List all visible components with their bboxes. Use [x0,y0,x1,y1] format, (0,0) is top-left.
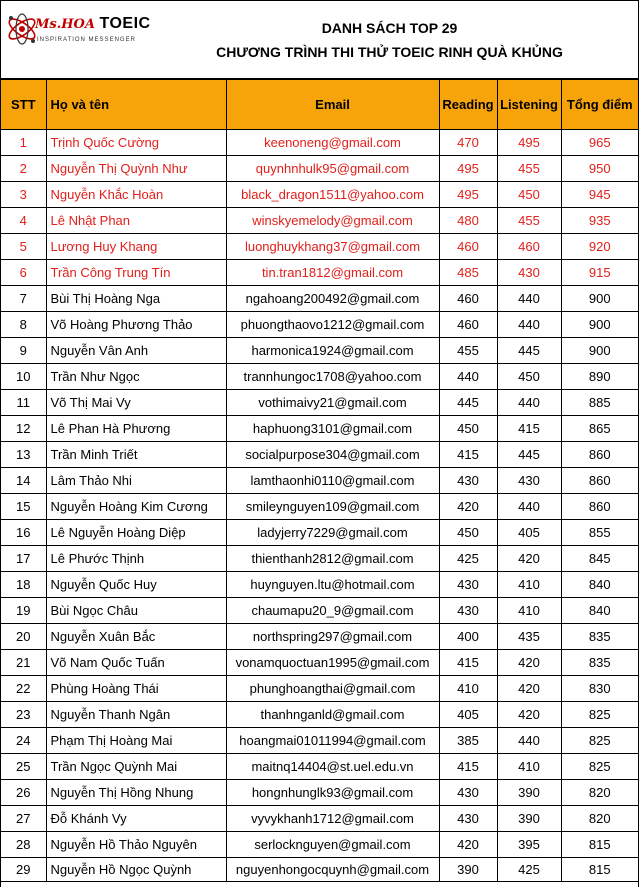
cell-email: winskyemelody@gmail.com [226,208,439,234]
cell-reading: 425 [439,546,497,572]
cell-total: 840 [561,572,638,598]
table-row [1,650,638,676]
cell-email: black_dragon1511@yahoo.com [226,182,439,208]
table-row [1,598,638,624]
cell-total: 920 [561,234,638,260]
column-header-reading: Reading [439,80,497,130]
cell-total: 950 [561,156,638,182]
logo-brand-name: Ms.HOA [35,17,95,32]
cell-name: Bùi Ngọc Châu [46,598,226,624]
table-row [1,624,638,650]
cell-name: Nguyễn Hồ Ngọc Quỳnh [46,858,226,882]
cell-listening: 455 [497,208,561,234]
cell-listening: 445 [497,338,561,364]
cell-reading: 410 [439,676,497,702]
cell-reading: 460 [439,286,497,312]
cell-listening: 420 [497,676,561,702]
cell-stt: 19 [1,598,46,624]
cell-stt: 11 [1,390,46,416]
cell-email: phuongthaovo1212@gmail.com [226,312,439,338]
page-subtitle: CHƯƠNG TRÌNH THI THỬ TOEIC RINH QUÀ KHỦNG [216,44,563,60]
table-row [1,338,638,364]
page-title: DANH SÁCH TOP 29 [321,20,458,36]
table-row [1,442,638,468]
cell-listening: 450 [497,364,561,390]
cell-stt: 20 [1,624,46,650]
cell-listening: 435 [497,624,561,650]
cell-reading: 450 [439,520,497,546]
cell-stt: 9 [1,338,46,364]
cell-name: Nguyễn Hồ Thảo Nguyên [46,832,226,858]
cell-email: socialpurpose304@gmail.com [226,442,439,468]
cell-stt: 8 [1,312,46,338]
cell-listening: 405 [497,520,561,546]
cell-stt: 12 [1,416,46,442]
cell-reading: 480 [439,208,497,234]
cell-listening: 430 [497,468,561,494]
cell-reading: 430 [439,598,497,624]
cell-listening: 395 [497,832,561,858]
cell-listening: 415 [497,416,561,442]
cell-email: keenoneng@gmail.com [226,130,439,156]
cell-name: Bùi Thị Hoàng Nga [46,286,226,312]
cell-email: nguyenhongocquynh@gmail.com [226,858,439,882]
table-row [1,520,638,546]
cell-reading: 415 [439,754,497,780]
cell-listening: 440 [497,286,561,312]
cell-name: Nguyễn Khắc Hoàn [46,182,226,208]
cell-listening: 440 [497,390,561,416]
cell-listening: 455 [497,156,561,182]
cell-total: 835 [561,650,638,676]
cell-email: chaumapu20_9@gmail.com [226,598,439,624]
cell-name: Nguyễn Vân Anh [46,338,226,364]
cell-email: thienthanh2812@gmail.com [226,546,439,572]
table-row [1,156,638,182]
cell-reading: 440 [439,364,497,390]
cell-name: Võ Nam Quốc Tuấn [46,650,226,676]
cell-listening: 420 [497,546,561,572]
cell-email: lamthaonhi0110@gmail.com [226,468,439,494]
cell-email: luonghuykhang37@gmail.com [226,234,439,260]
table-row [1,364,638,390]
table-row [1,130,638,156]
cell-total: 900 [561,286,638,312]
cell-reading: 450 [439,416,497,442]
cell-email: hoangmai01011994@gmail.com [226,728,439,754]
cell-name: Trần Như Ngọc [46,364,226,390]
cell-name: Võ Thị Mai Vy [46,390,226,416]
table-row [1,286,638,312]
table-row [1,832,638,858]
cell-listening: 440 [497,728,561,754]
cell-stt: 21 [1,650,46,676]
cell-stt: 5 [1,234,46,260]
cell-total: 820 [561,806,638,832]
table-row [1,468,638,494]
cell-name: Đỗ Khánh Vy [46,806,226,832]
cell-stt: 2 [1,156,46,182]
table-row [1,234,638,260]
table-row [1,754,638,780]
cell-reading: 455 [439,338,497,364]
cell-name: Phạm Thị Hoàng Mai [46,728,226,754]
table-body [1,130,638,882]
cell-email: vyvykhanh1712@gmail.com [226,806,439,832]
column-header-name: Họ và tên [46,80,226,130]
cell-reading: 415 [439,442,497,468]
cell-reading: 430 [439,468,497,494]
cell-reading: 405 [439,702,497,728]
cell-total: 845 [561,546,638,572]
cell-reading: 430 [439,780,497,806]
cell-reading: 445 [439,390,497,416]
cell-name: Nguyễn Thanh Ngân [46,702,226,728]
table-row [1,858,638,882]
atom-logo-icon [5,9,39,49]
cell-name: Lê Phan Hà Phương [46,416,226,442]
cell-total: 945 [561,182,638,208]
cell-total: 900 [561,312,638,338]
cell-listening: 495 [497,130,561,156]
cell-email: smileynguyen109@gmail.com [226,494,439,520]
cell-total: 965 [561,130,638,156]
cell-email: haphuong3101@gmail.com [226,416,439,442]
cell-name: Võ Hoàng Phương Thảo [46,312,226,338]
cell-total: 840 [561,598,638,624]
cell-email: northspring297@gmail.com [226,624,439,650]
cell-total: 825 [561,728,638,754]
cell-name: Nguyễn Thị Hồng Nhung [46,780,226,806]
cell-total: 885 [561,390,638,416]
cell-stt: 6 [1,260,46,286]
cell-total: 860 [561,468,638,494]
cell-stt: 1 [1,130,46,156]
table-row [1,312,638,338]
logo-tagline: INSPIRATION MESSENGER [37,37,136,43]
cell-name: Trịnh Quốc Cường [46,130,226,156]
cell-reading: 485 [439,260,497,286]
cell-reading: 415 [439,650,497,676]
cell-stt: 28 [1,832,46,858]
cell-listening: 440 [497,312,561,338]
cell-listening: 410 [497,754,561,780]
cell-email: quynhnhulk95@gmail.com [226,156,439,182]
cell-total: 935 [561,208,638,234]
cell-listening: 425 [497,858,561,882]
sheet-header [1,1,638,79]
cell-total: 890 [561,364,638,390]
table-row [1,676,638,702]
cell-reading: 430 [439,806,497,832]
cell-listening: 410 [497,598,561,624]
column-header-listening: Listening [497,80,561,130]
cell-name: Trần Công Trung Tín [46,260,226,286]
cell-name: Phùng Hoàng Thái [46,676,226,702]
cell-total: 830 [561,676,638,702]
cell-email: ladyjerry7229@gmail.com [226,520,439,546]
table-row [1,572,638,598]
table-row [1,182,638,208]
cell-email: huynguyen.ltu@hotmail.com [226,572,439,598]
table-row [1,702,638,728]
cell-total: 860 [561,442,638,468]
table-row [1,728,638,754]
cell-name: Trần Minh Triết [46,442,226,468]
table-row [1,390,638,416]
column-header-email: Email [226,80,439,130]
cell-name: Lâm Thảo Nhi [46,468,226,494]
column-header-total: Tổng điểm [561,80,638,130]
cell-reading: 430 [439,572,497,598]
logo-brand-suffix: TOEIC [99,15,151,32]
cell-total: 915 [561,260,638,286]
cell-name: Nguyễn Xuân Bắc [46,624,226,650]
table-row [1,780,638,806]
cell-email: vothimaivy21@gmail.com [226,390,439,416]
cell-stt: 29 [1,858,46,882]
cell-reading: 460 [439,312,497,338]
cell-email: hongnhunglk93@gmail.com [226,780,439,806]
cell-total: 860 [561,494,638,520]
cell-stt: 13 [1,442,46,468]
cell-reading: 420 [439,832,497,858]
cell-email: phunghoangthai@gmail.com [226,676,439,702]
logo [5,9,151,49]
cell-reading: 495 [439,182,497,208]
table-row [1,260,638,286]
cell-name: Lương Huy Khang [46,234,226,260]
cell-stt: 10 [1,364,46,390]
cell-reading: 470 [439,130,497,156]
cell-stt: 14 [1,468,46,494]
cell-total: 855 [561,520,638,546]
cell-stt: 22 [1,676,46,702]
cell-email: trannhungoc1708@yahoo.com [226,364,439,390]
cell-total: 815 [561,832,638,858]
cell-listening: 420 [497,702,561,728]
cell-stt: 17 [1,546,46,572]
cell-listening: 460 [497,234,561,260]
cell-stt: 26 [1,780,46,806]
cell-name: Nguyễn Quốc Huy [46,572,226,598]
cell-listening: 420 [497,650,561,676]
cell-stt: 4 [1,208,46,234]
cell-name: Nguyễn Hoàng Kim Cương [46,494,226,520]
cell-listening: 390 [497,780,561,806]
cell-reading: 385 [439,728,497,754]
cell-listening: 445 [497,442,561,468]
table-row [1,546,638,572]
cell-email: maitnq14404@st.uel.edu.vn [226,754,439,780]
cell-stt: 16 [1,520,46,546]
cell-listening: 410 [497,572,561,598]
cell-stt: 23 [1,702,46,728]
cell-listening: 450 [497,182,561,208]
cell-email: thanhnganld@gmail.com [226,702,439,728]
cell-name: Lê Nhật Phan [46,208,226,234]
cell-stt: 3 [1,182,46,208]
cell-email: serlocknguyen@gmail.com [226,832,439,858]
cell-reading: 420 [439,494,497,520]
cell-stt: 24 [1,728,46,754]
column-header-stt: STT [1,80,46,130]
cell-stt: 15 [1,494,46,520]
cell-stt: 18 [1,572,46,598]
cell-listening: 430 [497,260,561,286]
cell-total: 815 [561,858,638,882]
cell-reading: 460 [439,234,497,260]
cell-name: Nguyễn Thị Quỳnh Như [46,156,226,182]
cell-total: 820 [561,780,638,806]
cell-reading: 390 [439,858,497,882]
cell-total: 865 [561,416,638,442]
cell-reading: 495 [439,156,497,182]
cell-email: ngahoang200492@gmail.com [226,286,439,312]
table-row [1,208,638,234]
table-row [1,494,638,520]
cell-total: 900 [561,338,638,364]
cell-email: tin.tran1812@gmail.com [226,260,439,286]
cell-name: Lê Phước Thịnh [46,546,226,572]
table-header-row [1,80,638,130]
cell-listening: 390 [497,806,561,832]
logo-brand [35,15,151,33]
cell-total: 835 [561,624,638,650]
cell-listening: 440 [497,494,561,520]
ranking-table [1,79,638,882]
table-row [1,416,638,442]
cell-total: 825 [561,702,638,728]
cell-total: 825 [561,754,638,780]
cell-reading: 400 [439,624,497,650]
cell-stt: 27 [1,806,46,832]
cell-name: Trần Ngọc Quỳnh Mai [46,754,226,780]
cell-stt: 7 [1,286,46,312]
cell-name: Lê Nguyễn Hoàng Diệp [46,520,226,546]
table-row [1,806,638,832]
cell-email: harmonica1924@gmail.com [226,338,439,364]
cell-stt: 25 [1,754,46,780]
cell-email: vonamquoctuan1995@gmail.com [226,650,439,676]
